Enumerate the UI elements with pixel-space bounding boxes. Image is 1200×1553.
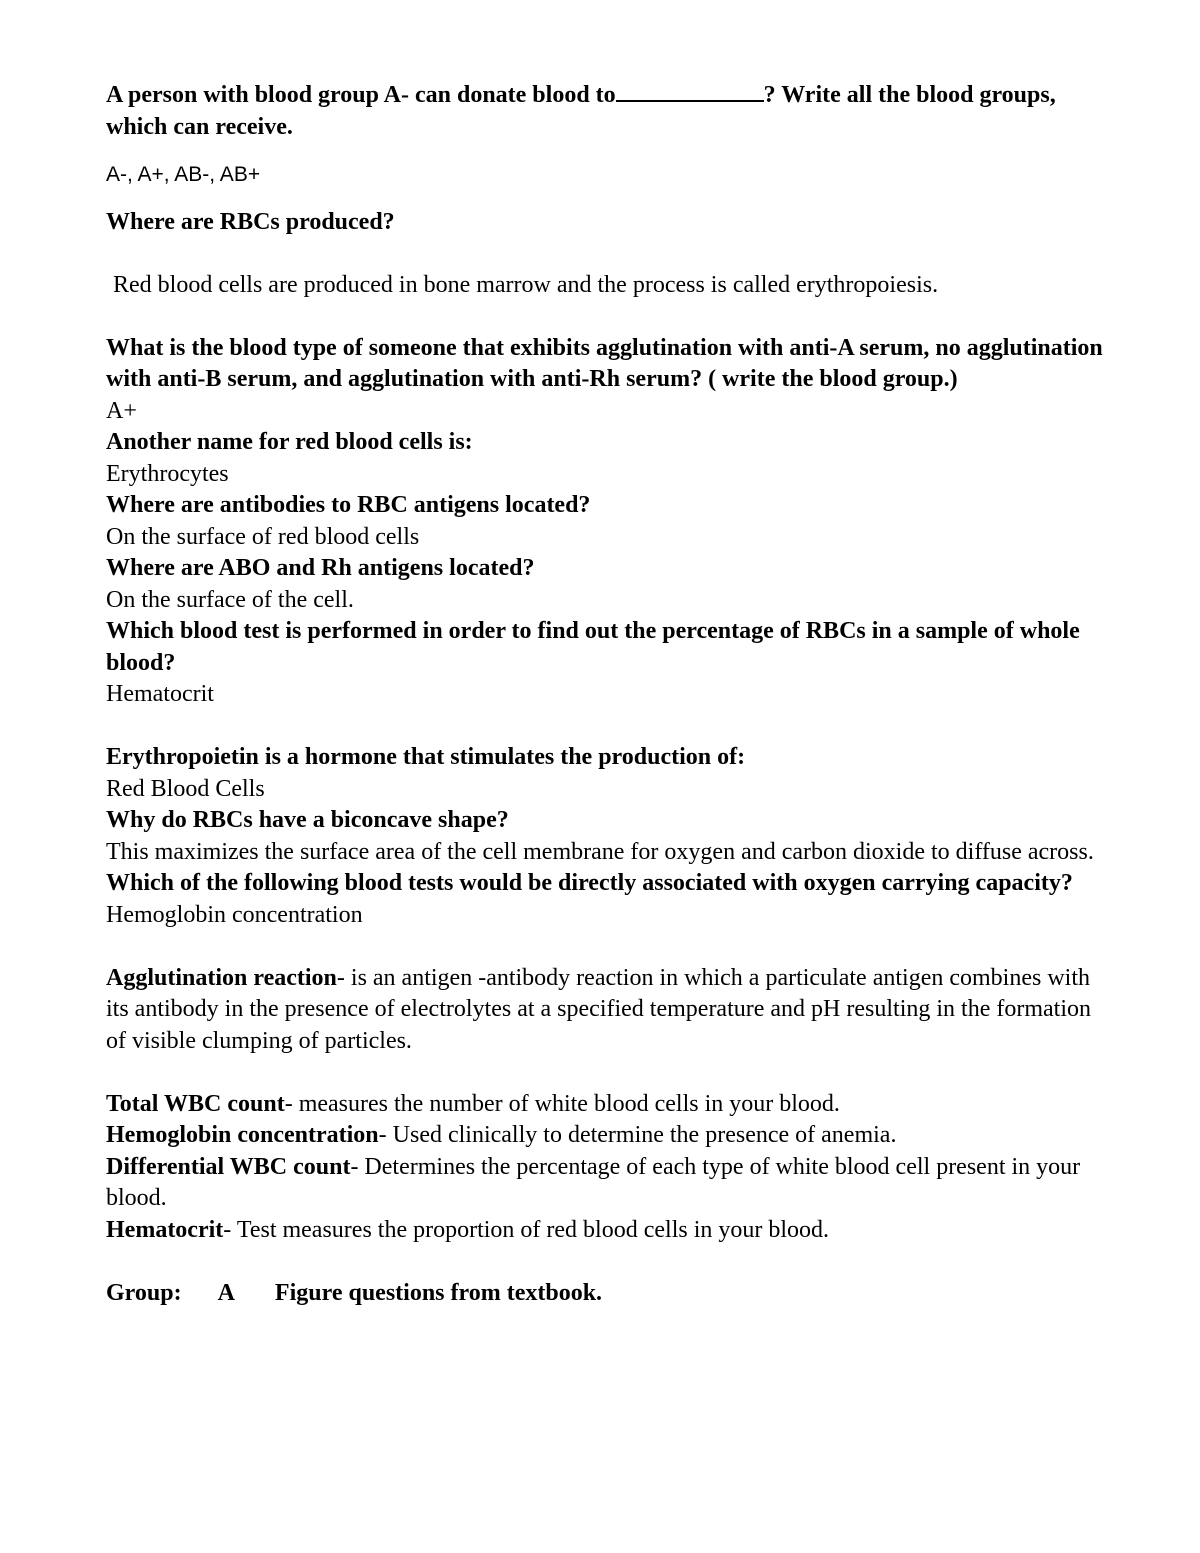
answer-8: Red Blood Cells bbox=[106, 775, 265, 802]
definition-hematocrit bbox=[106, 1215, 1106, 1247]
answer-6: On the surface of the cell. bbox=[106, 586, 354, 613]
answer-4: Erythrocytes bbox=[106, 460, 229, 487]
answer-3: A+ bbox=[106, 397, 137, 424]
definition-term: Hemoglobin concentration bbox=[106, 1122, 379, 1148]
question-10: Which of the following blood tests would be directly associated with oxygen carrying capacity? bbox=[106, 870, 1073, 896]
question-3: What is the blood type of someone that exhibits agglutination with anti-A serum, no agglutination with anti-B serum, and agglutination with anti-Rh serum? ( write the blood group.) bbox=[106, 334, 1103, 392]
question-6: Where are ABO and Rh antigens located? bbox=[106, 555, 535, 581]
answer-5: On the surface of red blood cells bbox=[106, 523, 420, 550]
question-1 bbox=[106, 80, 1106, 143]
definition-agglutination bbox=[106, 963, 1106, 1058]
question-7: Which blood test is performed in order to find out the percentage of RBCs in a sample of whole blood? bbox=[106, 618, 1080, 676]
definition-term: Hematocrit bbox=[106, 1216, 224, 1243]
answer-9: This maximizes the surface area of the cell membrane for oxygen and carbon dioxide to diffuse across. bbox=[106, 838, 1094, 865]
definition-term: Differential WBC count bbox=[106, 1153, 351, 1180]
definition-hemoglobin bbox=[106, 1120, 1106, 1152]
answer-7: Hematocrit bbox=[106, 681, 214, 707]
definition-term: Total WBC count bbox=[106, 1090, 285, 1117]
question-9: Why do RBCs have a biconcave shape? bbox=[106, 807, 509, 833]
document-body bbox=[106, 80, 1106, 1309]
footer-note: Figure questions from textbook. bbox=[274, 1279, 603, 1306]
group-label: Group: bbox=[106, 1279, 182, 1306]
definition-total-wbc bbox=[106, 1089, 1106, 1121]
question-1-part2: ? Write all the blood groups, which can receive. bbox=[106, 82, 1056, 140]
answer-2: Red blood cells are produced in bone marrow and the process is called erythropoiesis. bbox=[113, 271, 939, 298]
answer-1: A-, A+, AB-, AB+ bbox=[106, 163, 261, 186]
answer-blank bbox=[616, 80, 764, 102]
question-4: Another name for red blood cells is: bbox=[106, 429, 473, 455]
definition-text: - is an antigen -antibody reaction in which a particulate antigen combines with its antibody in the presence of electrolytes at a specified temperature and pH resulting in the formation of visible clumping of particles. bbox=[106, 964, 1091, 1054]
group-value: A bbox=[217, 1279, 235, 1306]
definition-differential-wbc bbox=[106, 1152, 1106, 1215]
footer-line bbox=[106, 1278, 1106, 1310]
answer-10: Hemoglobin concentration bbox=[106, 901, 363, 928]
question-5: Where are antibodies to RBC antigens located? bbox=[106, 492, 591, 518]
definition-text: - measures the number of white blood cells in your blood. bbox=[284, 1090, 840, 1117]
definition-text: - Determines the percentage of each type of white blood cell present in your blood. bbox=[106, 1153, 1081, 1211]
question-8: Erythropoietin is a hormone that stimulates the production of: bbox=[106, 744, 746, 770]
question-1-part1: A person with blood group A- can donate blood to bbox=[106, 82, 616, 108]
definition-term: Agglutination reaction bbox=[106, 964, 337, 991]
definition-text: - Test measures the proportion of red blood cells in your blood. bbox=[223, 1216, 830, 1243]
definition-text: - Used clinically to determine the presence of anemia. bbox=[378, 1122, 897, 1148]
question-2: Where are RBCs produced? bbox=[106, 208, 395, 235]
